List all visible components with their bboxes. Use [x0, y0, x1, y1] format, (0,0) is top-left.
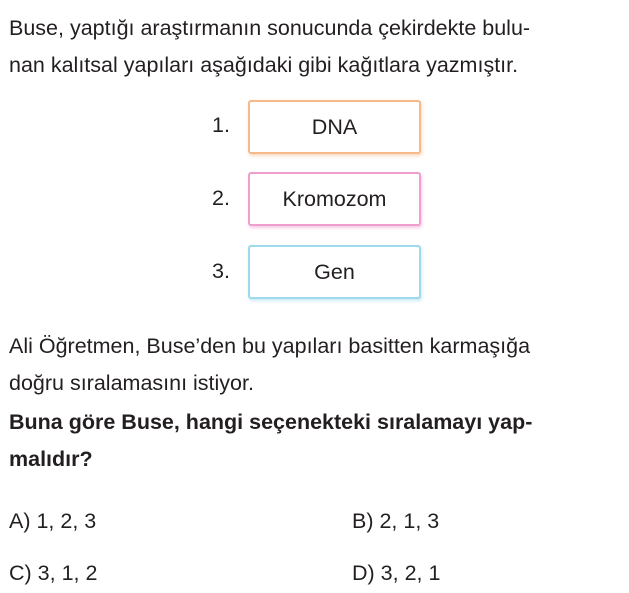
teacher-line-2: doğru sıralamasını istiyor. — [9, 371, 254, 395]
intro-line-2: nan kalıtsal yapıları aşağıdaki gibi kağıtlara yazmıştır. — [9, 53, 519, 77]
item-label-2: Kromozom — [282, 186, 387, 211]
item-card-dna — [248, 100, 421, 154]
option-b[interactable]: B) 2, 1, 3 — [352, 509, 440, 533]
question-stem — [9, 404, 621, 478]
option-d[interactable]: D) 3, 2, 1 — [352, 561, 441, 585]
item-card-gen — [248, 245, 421, 299]
item-number-1: 1. — [212, 113, 230, 137]
item-label-3: Gen — [314, 259, 355, 284]
item-number-3: 3. — [212, 259, 230, 283]
item-label-1: DNA — [311, 114, 358, 139]
intro-paragraph — [9, 10, 621, 84]
teacher-line-1: Ali Öğretmen, Buse’den bu yapıları basitten karmaşığa — [9, 334, 531, 358]
question-line-1: Buna göre Buse, hangi seçenekteki sıralamayı yap- — [9, 410, 533, 434]
teacher-paragraph — [9, 328, 621, 402]
option-a[interactable]: A) 1, 2, 3 — [9, 509, 97, 533]
item-number-2: 2. — [212, 186, 230, 210]
question-line-2: malıdır? — [9, 447, 93, 471]
intro-line-1: Buse, yaptığı araştırmanın sonucunda çekirdekte bulu- — [9, 16, 531, 40]
option-c[interactable]: C) 3, 1, 2 — [9, 561, 98, 585]
item-card-kromozom — [248, 172, 421, 226]
